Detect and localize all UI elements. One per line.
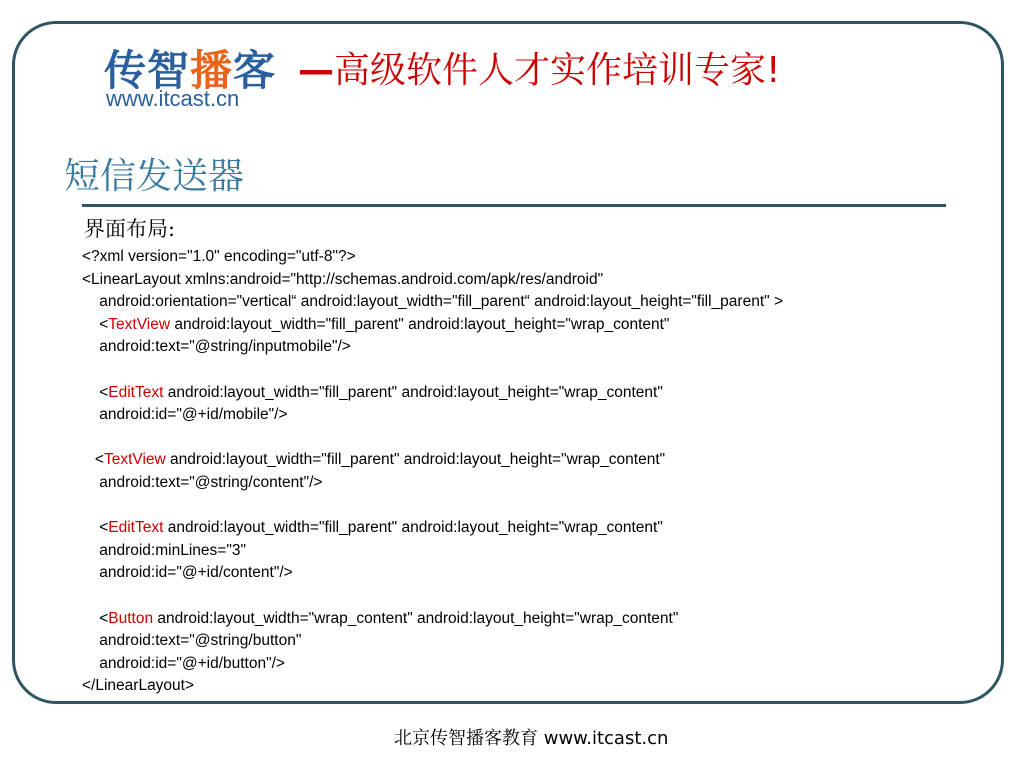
code-line <box>82 314 962 337</box>
code-line: <?xml version="1.0" encoding="utf-8"?> <box>82 248 356 265</box>
code-line: android:id="@+id/mobile"/> <box>82 406 288 424</box>
code-text: android:layout_width="fill_parent" android:layout_height="wrap_content" <box>163 383 663 401</box>
code-text: < <box>82 451 104 469</box>
code-blank-line <box>82 585 962 608</box>
code-keyword: EditText <box>108 519 164 537</box>
code-line: android:text="@string/content"/> <box>82 473 323 491</box>
code-blank-line <box>82 359 962 382</box>
code-text: < <box>82 519 109 537</box>
code-text: android:layout_width="fill_parent" android:layout_height="wrap_content" <box>163 519 663 537</box>
code-line: android:id="@+id/button"/> <box>82 654 285 672</box>
code-blank-line <box>82 427 962 450</box>
code-keyword: TextView <box>108 315 171 333</box>
slogan <box>298 42 780 93</box>
logo-text-part1: 传智 <box>104 46 191 95</box>
section-subtitle: 界面布局: <box>84 217 176 241</box>
logo <box>104 38 279 112</box>
code-block <box>82 246 962 698</box>
code-line: android:minLines="3" <box>82 541 246 559</box>
code-line <box>82 517 962 540</box>
code-line: android:orientation="vertical“ android:layout_width="fill_parent“ android:layout_height="fill_parent" > <box>82 293 783 311</box>
code-blank-line <box>82 495 962 518</box>
code-line: </LinearLayout> <box>82 677 195 695</box>
code-line <box>82 449 962 472</box>
title-divider <box>82 204 946 207</box>
logo-text-part3: 客 <box>233 46 277 95</box>
page-title: 短信发送器 <box>64 156 245 197</box>
code-text: android:layout_width="wrap_content" android:layout_height="wrap_content" <box>153 609 679 627</box>
code-keyword: EditText <box>108 383 164 401</box>
code-line: android:text="@string/inputmobile"/> <box>82 338 351 356</box>
logo-text-highlight: 播 <box>190 46 234 95</box>
slogan-text: 高级软件人才实作培训专家! <box>334 50 781 91</box>
code-text: < <box>82 315 109 333</box>
code-keyword: Button <box>108 609 154 627</box>
code-text: android:layout_width="fill_parent" android:layout_height="wrap_content" <box>170 315 670 333</box>
code-line: <LinearLayout xmlns:android="http://schemas.android.com/apk/res/android" <box>82 270 604 288</box>
code-text: < <box>82 609 109 627</box>
code-line <box>82 608 962 631</box>
code-keyword: TextView <box>103 451 166 469</box>
code-line: android:text="@string/button" <box>82 632 302 650</box>
code-line: android:id="@+id/content"/> <box>82 564 293 582</box>
logo-url: www.itcast.cn <box>106 86 240 111</box>
footer-text: 北京传智播客教育 www.itcast.cn <box>394 728 669 749</box>
code-text: android:layout_width="fill_parent" android:layout_height="wrap_content" <box>165 451 666 469</box>
slogan-dash: — <box>298 50 334 91</box>
code-line <box>82 382 962 405</box>
code-text: < <box>82 383 109 401</box>
